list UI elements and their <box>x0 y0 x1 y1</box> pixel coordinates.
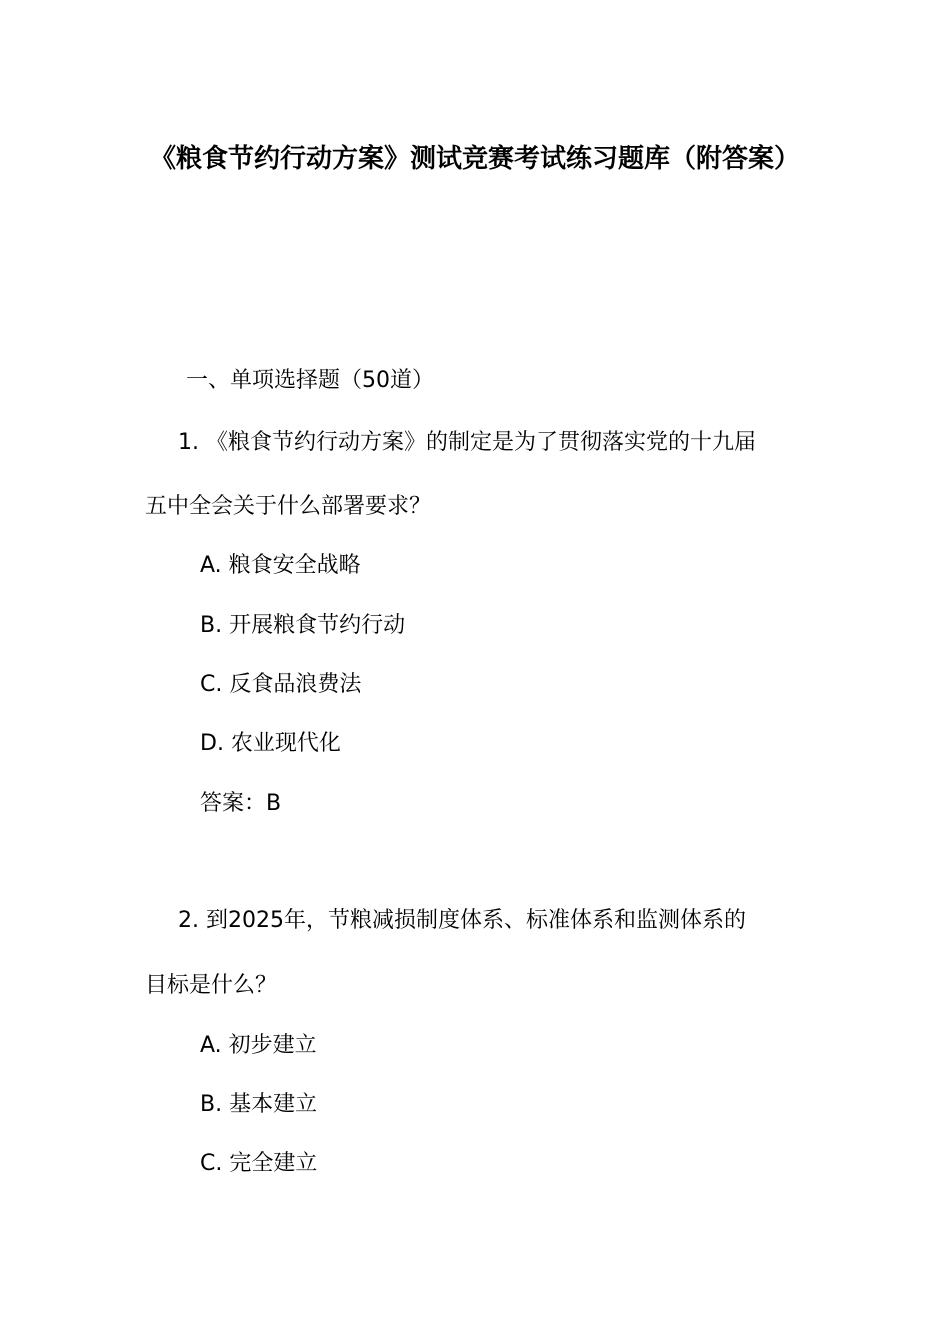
question-1-option-c: C. 反食品浪费法 <box>200 672 362 697</box>
question-2-option-c: C. 完全建立 <box>200 1151 318 1176</box>
question-1-option-a: A. 粮食安全战略 <box>200 553 361 578</box>
section-heading: 一、单项选择题（50道） <box>186 368 434 393</box>
question-2-option-b: B. 基本建立 <box>200 1092 318 1117</box>
question-2-option-a: A. 初步建立 <box>200 1033 317 1058</box>
question-1-text-continued: 五中全会关于什么部署要求？ <box>145 494 432 519</box>
question-1-text: 1. 《粮食节约行动方案》的制定是为了贯彻落实党的十九届 <box>178 430 756 455</box>
question-1-option-d: D. 农业现代化 <box>200 731 341 756</box>
page-title: 《粮食节约行动方案》测试竞赛考试练习题库（附答案） <box>149 144 800 174</box>
question-2-text: 2. 到2025年，节粮减损制度体系、标准体系和监测体系的 <box>178 908 746 933</box>
question-1-answer: 答案：B <box>200 791 282 816</box>
question-2-text-continued: 目标是什么？ <box>145 973 278 998</box>
question-1-option-b: B. 开展粮食节约行动 <box>200 613 406 638</box>
